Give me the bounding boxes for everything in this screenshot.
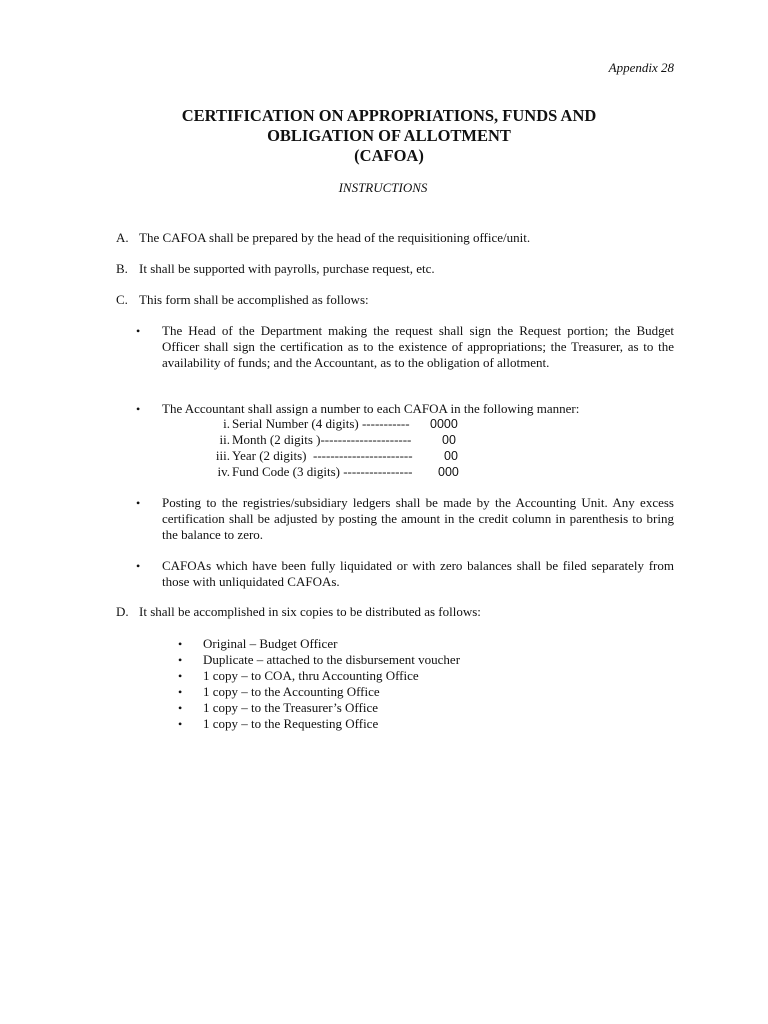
bullet-text: Posting to the registries/subsidiary ledgers shall be made by the Accounting Unit. Any excess certification shall be adjusted by posting the amount in the credit column in parenthesis to bring the balance to zero. — [162, 495, 674, 542]
distribution-text: 1 copy – to the Accounting Office — [203, 684, 380, 699]
title-line-2: OBLIGATION OF ALLOTMENT — [267, 126, 511, 145]
document-title — [0, 106, 768, 166]
bullet-icon: • — [178, 653, 183, 667]
numbering-code: 0000 — [430, 417, 458, 431]
item-text: It shall be supported with payrolls, purchase request, etc. — [139, 261, 435, 276]
bullet-icon: • — [178, 701, 183, 715]
title-line-1: CERTIFICATION ON APPROPRIATIONS, FUNDS AND — [181, 106, 597, 125]
bullet-text: The Head of the Department making the request shall sign the Request portion; the Budget Officer shall sign the certification as to the existence of appropriations; the Treasurer, as to the availability of funds; and the Accountant, as to the obligation of allotment. — [162, 323, 674, 370]
item-text: The CAFOA shall be prepared by the head of the requisitioning office/unit. — [139, 230, 531, 245]
bullet-icon: • — [136, 496, 141, 510]
numbering-code: 00 — [442, 433, 456, 447]
appendix-label: Appendix 28 — [608, 60, 674, 75]
numbering-index: iii. — [215, 448, 230, 463]
item-letter: D. — [116, 604, 129, 619]
instructions-heading: INSTRUCTIONS — [338, 180, 428, 195]
numbering-label: Year (2 digits) ----------------------- — [232, 448, 413, 463]
bullet-icon: • — [178, 669, 183, 683]
numbering-code: 00 — [444, 449, 458, 463]
bullet-icon: • — [136, 324, 141, 338]
item-text: This form shall be accomplished as follows: — [139, 292, 369, 307]
bullet-icon: • — [178, 685, 183, 699]
bullet-icon: • — [136, 402, 141, 416]
item-letter: B. — [116, 261, 128, 276]
title-line-3: (CAFOA) — [354, 146, 424, 165]
distribution-text: 1 copy – to the Requesting Office — [203, 716, 379, 731]
item-letter: C. — [116, 292, 128, 307]
bullet-text: CAFOAs which have been fully liquidated or with zero balances shall be filed separately from those with unliquidated CAFOAs. — [162, 558, 674, 589]
numbering-code: 000 — [438, 465, 459, 479]
numbering-index: ii. — [219, 432, 230, 447]
numbering-label: Month (2 digits )--------------------- — [232, 432, 412, 447]
distribution-text: Original – Budget Officer — [203, 636, 338, 651]
bullet-icon: • — [178, 637, 183, 651]
distribution-text: Duplicate – attached to the disbursement voucher — [203, 652, 461, 667]
bullet-text: The Accountant shall assign a number to each CAFOA in the following manner: — [162, 401, 580, 416]
bullet-icon: • — [136, 559, 141, 573]
item-text: It shall be accomplished in six copies to be distributed as follows: — [139, 604, 481, 619]
numbering-label: Fund Code (3 digits) ---------------- — [232, 464, 413, 479]
bullet-icon: • — [178, 717, 183, 731]
distribution-text: 1 copy – to the Treasurer’s Office — [203, 700, 378, 715]
item-letter: A. — [116, 230, 129, 245]
numbering-index: i. — [223, 416, 230, 431]
numbering-label: Serial Number (4 digits) ----------- — [232, 416, 410, 431]
distribution-text: 1 copy – to COA, thru Accounting Office — [203, 668, 419, 683]
numbering-index: iv. — [217, 464, 230, 479]
